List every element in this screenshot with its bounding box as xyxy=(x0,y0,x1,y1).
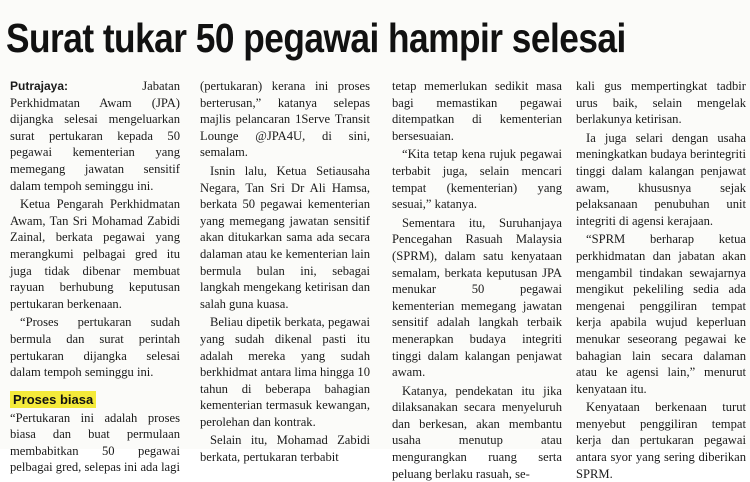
paragraph xyxy=(10,78,180,194)
column-2 xyxy=(200,78,370,465)
headline: Surat tukar 50 pegawai hampir selesai xyxy=(6,15,626,61)
subheading: Proses biasa xyxy=(10,391,96,408)
paragraph: Katanya, pendekatan itu jika dilaksanakan secara menyeluruh dan berkesan, akan membantu usaha menutup atau mengurangkan ruang serta peluang berlaku rasuah, se- xyxy=(392,383,562,481)
paragraph: kali gus mempertingkat tadbir urus baik, selain mengelak berlakunya ketirisan. xyxy=(576,79,746,127)
paragraph: “Pertukaran ini adalah proses biasa dan buat permulaan membabitkan 50 pegawai pelbagai gred, selepas ini ada lagi xyxy=(10,410,180,475)
paragraph: “SPRM berharap ketua perkhidmatan dan jabatan akan mengambil tindakan sewajarnya mengikut pekeliling sedia ada mengenai penggiliran tempat kerja apabila wujud keperluan menukar seseorang pegawai ke bahagian lain secara dalaman atau ke agensi lain,” menurut kenyataan itu. xyxy=(576,232,746,396)
paragraph: Beliau dipetik berkata, pegawai yang sudah dikenal pasti itu adalah mereka yang sudah berkhidmat antara lima hingga 10 tahun di beberapa bahagian kementerian termasuk kewangan, perolehan dan kontrak. xyxy=(200,315,370,429)
paragraph: “Kita tetap kena rujuk pegawai terbabit juga, selain mencari tempat (kementerian) yang sesuai,” katanya. xyxy=(392,147,562,212)
column-4 xyxy=(576,78,746,481)
paragraph: Ketua Pengarah Perkhidmatan Awam, Tan Sri Mohamad Zabidi Zainal, berkata pegawai yang merangkumi pelbagai gred itu juga tidak dibenar membuat rayuan berhubung keputusan pertukaran berkenaan. xyxy=(10,197,180,311)
article-body xyxy=(10,78,746,481)
paragraph: Sementara itu, Suruhanjaya Pencegahan Rasuah Malaysia (SPRM), dalam satu kenyataan semalam, berkata keputusan JPA menukar 50 pegawai kementerian memegang jawatan sensitif adalah langkah terbaik menerapkan budaya integriti tinggi dalam kalangan penjawat awam. xyxy=(392,215,562,380)
paragraph: Selain itu, Mohamad Zabidi berkata, pertukaran terbabit xyxy=(200,433,370,465)
column-1 xyxy=(10,78,180,475)
paragraph-text: Jabatan Perkhidmatan Awam (JPA) dijangka selesai mengeluarkan surat pertukaran kepada 50 pegawai kementerian yang memegang jawatan sensitif dalam tempoh seminggu ini. xyxy=(10,79,180,193)
column-3 xyxy=(392,78,562,481)
paragraph: tetap memerlukan sedikit masa bagi memastikan pegawai ditempatkan di kementerian bersesuaian. xyxy=(392,79,562,143)
paragraph: “Proses pertukaran sudah bermula dan surat perintah pertukaran dijangka selesai dalam tempoh seminggu ini. xyxy=(10,315,180,380)
paragraph: Isnin lalu, Ketua Setiausaha Negara, Tan Sri Dr Ali Hamsa, berkata 50 pegawai kementerian yang memegang jawatan sensitif akan ditukarkan sama ada secara dalaman atau ke kementerian lain bermula bulan ini, sebagai langkah mengekang ketirisan dan salah guna kuasa. xyxy=(200,163,370,311)
paragraph: Ia juga selari dengan usaha meningkatkan budaya berintegriti tinggi dalam kalangan penjawat awam, khususnya sejak pelaksanaan penubuhan unit integriti di agensi kerajaan. xyxy=(576,130,746,228)
paragraph: (pertukaran) kerana ini proses berterusan,” katanya selepas majlis pelancaran 1Serve Transit Lounge @JPA4U, di sini, semalam. xyxy=(200,79,370,160)
paragraph: Kenyataan berkenaan turut menyebut penggiliran tempat kerja dan pertukaran pegawai antara syor yang sering diberikan SPRM. xyxy=(576,400,746,481)
dateline: Putrajaya: xyxy=(10,79,69,93)
